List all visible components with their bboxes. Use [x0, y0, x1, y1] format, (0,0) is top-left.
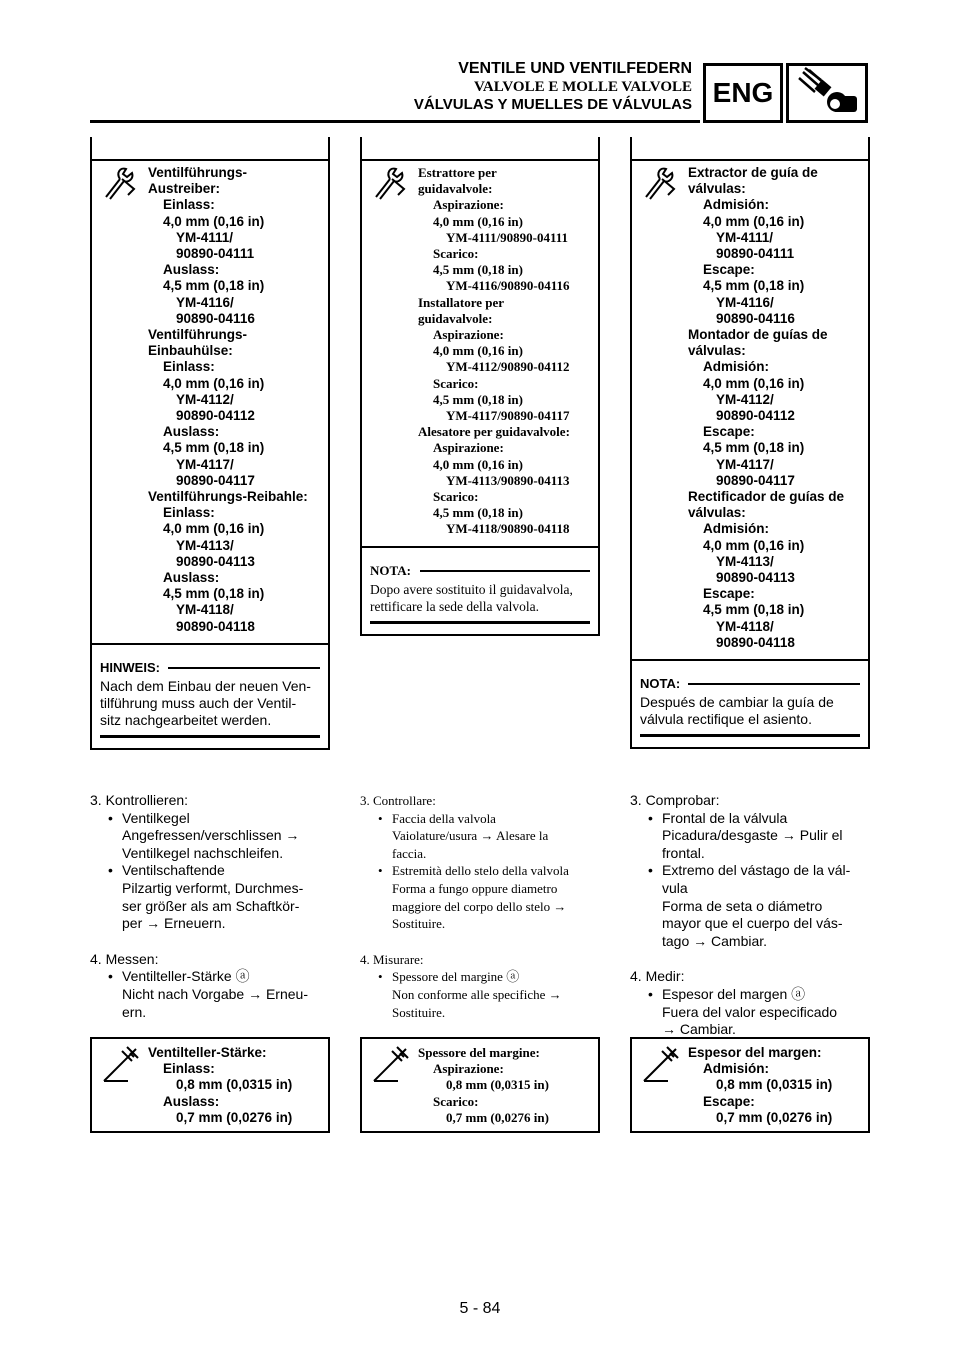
tool-spec-line: Auslass:	[163, 424, 220, 440]
tool-spec-line: Aspirazione:	[433, 327, 504, 343]
header-title-it: VALVOLE E MOLLE VALVOLE	[474, 79, 692, 95]
step-4-bullet-1	[360, 968, 600, 986]
note-text-line: Dopo avere sostituito il guidavalvola,	[370, 581, 573, 597]
step-4-title: 4. Medir:	[630, 968, 685, 985]
step-4-bullet-1	[90, 968, 330, 986]
step-3-bullet-2	[90, 862, 330, 880]
tool-spec-line: Rectificador de guías de	[688, 489, 845, 505]
tool-spec-line: 4,0 mm (0,16 in)	[703, 213, 805, 229]
tool-spec-line: YM-4117/90890-04117	[446, 408, 570, 424]
bullet-text: • Faccia della valvola	[392, 810, 496, 826]
tool-spec-line: YM-4118/	[176, 602, 234, 618]
special-tool-icon	[642, 165, 678, 201]
step-3-bullet-2-text: Sostituire.	[392, 916, 446, 932]
engine-bolt-icon	[786, 63, 868, 123]
note-it	[362, 548, 598, 634]
tool-spec-line: 4,5 mm (0,18 in)	[703, 278, 805, 294]
step-3-bullet-2-text: per → Erneuern.	[122, 915, 226, 932]
step-3-bullet-2-text: ser größer als am Schaftkör-	[122, 897, 300, 914]
step-3-bullet-1-text: faccia.	[392, 845, 427, 861]
tool-spec-line: 4,5 mm (0,18 in)	[703, 440, 805, 456]
tool-spec-line: 4,5 mm (0,18 in)	[433, 262, 523, 278]
tool-spec-line: YM-4117/	[716, 456, 774, 472]
measurement-spec-icon	[640, 1045, 680, 1085]
tool-spec-line: Auslass:	[163, 570, 220, 586]
spec-line: 0,7 mm (0,0276 in)	[176, 1109, 293, 1125]
section-tag-box	[703, 63, 783, 123]
tool-spec-line: válvulas:	[688, 505, 746, 521]
tool-spec-line: 4,0 mm (0,16 in)	[163, 521, 265, 537]
step-3-bullet-2	[360, 862, 600, 880]
spacer	[630, 950, 870, 968]
note-es	[632, 661, 868, 747]
spec-line: 0,7 mm (0,0276 in)	[716, 1109, 833, 1125]
bullet-text: • Ventilschaftende	[122, 862, 225, 879]
step-3-bullet-1-text: Angefressen/verschlissen →	[122, 827, 300, 844]
header-title-es: VÁLVULAS Y MUELLES DE VÁLVULAS	[413, 96, 692, 113]
tool-spec-line: YM-4113/	[176, 537, 234, 553]
tool-spec-line: Extractor de guía de	[688, 165, 818, 180]
tool-spec-line: Ventilführungs-Reibahle:	[148, 489, 308, 505]
step-3-bullet-2-text: Pilzartig verformt, Durchmes-	[122, 879, 304, 896]
tool-spec-line: Admisión:	[703, 521, 769, 537]
tool-spec-line: 90890-04111	[716, 246, 795, 262]
bullet-text: • Ventilteller-Stärke ⓐ	[122, 968, 250, 985]
step-3-bullet-2-text: Forma de seta o diámetro	[662, 897, 823, 914]
section-tag: ENG	[712, 77, 774, 108]
tool-spec-line: Einlass:	[163, 505, 215, 521]
note-text-line: rettificare la sede della valvola.	[370, 598, 540, 614]
tool-spec-line: 4,0 mm (0,16 in)	[433, 213, 523, 229]
tool-spec-line: 90890-04118	[716, 634, 795, 650]
tool-spec-line: 90890-04111	[176, 246, 255, 262]
tool-spec-line: Admisión:	[703, 197, 769, 213]
spec-line: 0,8 mm (0,0315 in)	[716, 1077, 833, 1093]
tool-spec-line: Scarico:	[433, 246, 479, 262]
step-3-bullet-1-text: frontal.	[662, 844, 705, 861]
tool-box-it	[360, 137, 600, 636]
tool-spec-line: YM-4116/	[176, 294, 234, 310]
tool-spec-line: Scarico:	[433, 489, 479, 505]
tool-spec-line: 90890-04116	[176, 310, 255, 326]
bullet-text: • Espesor del margen ⓐ	[662, 985, 806, 1002]
tool-spec-line: Ventilführungs-	[148, 327, 247, 343]
spec-line: 0,7 mm (0,0276 in)	[446, 1109, 549, 1125]
bullet-text: • Spessore del margine ⓐ	[392, 969, 520, 985]
tool-spec-line: YM-4113/	[716, 553, 774, 569]
tool-spec-line: Estrattore per	[418, 165, 497, 180]
spec-line: Admisión:	[703, 1061, 769, 1077]
step-3-bullet-1	[630, 810, 870, 828]
tool-spec-line: 4,0 mm (0,16 in)	[163, 213, 265, 229]
tool-spec-line: 4,0 mm (0,16 in)	[703, 537, 805, 553]
step-4-title: 4. Misurare:	[360, 951, 424, 967]
tool-spec-line: YM-4112/	[176, 391, 234, 407]
tool-spec-line: 90890-04117	[176, 472, 255, 488]
tool-spec-line: 90890-04117	[716, 472, 795, 488]
tool-spec-line: válvulas:	[688, 181, 746, 197]
tool-spec-line: Scarico:	[433, 375, 479, 391]
step-3-bullet-2	[630, 862, 870, 880]
tool-spec-line: 90890-04113	[176, 553, 255, 569]
tool-spec-line: Einbauhülse:	[148, 343, 233, 359]
section-header	[414, 60, 692, 114]
tool-spec-line: 90890-04118	[176, 618, 255, 634]
tool-spec-line: Aspirazione:	[433, 197, 504, 213]
tool-spec-line: YM-4111/90890-04111	[446, 229, 569, 245]
note-label-de: HINWEIS:	[100, 660, 164, 675]
note-text-line: Después de cambiar la guía de	[640, 694, 834, 711]
tool-spec-line: 90890-04112	[176, 408, 255, 424]
tool-spec-line: Auslass:	[163, 262, 220, 278]
tool-spec-line: YM-4111/	[716, 229, 774, 245]
step-3-bullet-1-text: Ventilkegel nachschleifen.	[122, 844, 284, 861]
tool-spec-line: Austreiber:	[148, 181, 221, 197]
special-tool-icon	[372, 165, 408, 201]
tool-spec-line: YM-4116/	[716, 294, 774, 310]
tool-spec-line: guidavalvole:	[418, 181, 493, 197]
tool-spec-line: 4,0 mm (0,16 in)	[163, 375, 265, 391]
step-3-title: 3. Controllare:	[360, 793, 436, 808]
step-4-bullet-1-text: Non conforme alle specifiche →	[392, 986, 562, 1002]
spec-line: Spessore del margine:	[418, 1045, 540, 1060]
page-number: 5 - 84	[459, 1300, 501, 1317]
tool-spec-line: Alesatore per guidavalvole:	[418, 424, 570, 440]
tool-spec-line: Einlass:	[163, 359, 215, 375]
tool-spec-line: 4,5 mm (0,18 in)	[163, 586, 265, 602]
note-label-it: NOTA:	[370, 563, 415, 579]
tool-spec-line: 4,5 mm (0,18 in)	[163, 278, 265, 294]
spacer	[90, 933, 330, 951]
measurement-spec-icon	[100, 1045, 140, 1085]
step-4-bullet-1-text: Sostituire.	[392, 1004, 446, 1020]
spec-line: Auslass:	[163, 1093, 220, 1109]
step-4-title: 4. Messen:	[90, 950, 159, 967]
note-text-line: válvula rectifique el asiento.	[640, 711, 812, 728]
spec-line: Ventilteller-Stärke:	[148, 1045, 267, 1060]
spec-line: Aspirazione:	[433, 1061, 504, 1077]
tool-spec-line: guidavalvole:	[418, 310, 493, 326]
note-label-es: NOTA:	[640, 676, 684, 691]
note-text-line: tilführung muss auch der Ventil-	[100, 694, 297, 711]
tool-spec-line: 4,0 mm (0,16 in)	[703, 375, 805, 391]
special-tool-icon	[102, 165, 138, 201]
tool-spec-line: Aspirazione:	[433, 440, 504, 456]
spec-line: Einlass:	[163, 1061, 215, 1077]
tool-spec-line: 4,0 mm (0,16 in)	[433, 456, 523, 472]
step-4-bullet-1-text: → Cambiar.	[662, 1021, 736, 1038]
steps-de	[90, 792, 330, 1021]
step-3-bullet-1	[360, 810, 600, 828]
tool-spec-line: 90890-04113	[716, 570, 795, 586]
spec-line: Espesor del margen:	[688, 1045, 822, 1060]
step-3-bullet-2-text: mayor que el cuerpo del vás-	[662, 915, 843, 932]
header-rule	[90, 120, 700, 123]
tool-spec-line: Admisión:	[703, 359, 769, 375]
tool-spec-line: 4,5 mm (0,18 in)	[433, 391, 523, 407]
bullet-text: • Extremo del vástago de la vál-	[662, 862, 851, 879]
spec-line: Scarico:	[433, 1093, 479, 1109]
tool-spec-line: Einlass:	[163, 197, 215, 213]
step-3-bullet-2-text: maggiore del corpo dello stelo →	[392, 898, 567, 914]
step-3-title: 3. Comprobar:	[630, 792, 720, 808]
bullet-text: • Estremità dello stelo della valvola	[392, 863, 569, 879]
tool-spec-line: YM-4116/90890-04116	[446, 278, 570, 294]
step-3-bullet-2-text: tago → Cambiar.	[662, 932, 768, 949]
spacer	[360, 933, 600, 951]
step-4-bullet-1-text: Nicht nach Vorgabe → Erneu-	[122, 985, 308, 1002]
tool-spec-line: YM-4118/90890-04118	[446, 521, 570, 537]
tool-spec-line: 90890-04112	[716, 408, 795, 424]
tool-spec-line: Montador de guías de	[688, 327, 828, 343]
step-3-bullet-1-text: Vaiolature/usura → Alesare la	[392, 828, 549, 844]
tool-spec-line: 4,0 mm (0,16 in)	[433, 343, 523, 359]
step-4-bullet-1-text: ern.	[122, 1003, 147, 1020]
spec-box-it	[360, 1037, 600, 1133]
note-text-line: Nach dem Einbau der neuen Ven-	[100, 677, 311, 694]
spec-line: 0,8 mm (0,0315 in)	[176, 1077, 293, 1093]
tool-spec-line: Installatore per	[418, 294, 505, 310]
tool-spec-line: 90890-04116	[716, 310, 795, 326]
step-4-bullet-1-text: Fuera del valor especificado	[662, 1003, 838, 1020]
spec-line: Escape:	[703, 1093, 755, 1109]
steps-es	[630, 792, 870, 1039]
measurement-spec-icon	[370, 1045, 410, 1085]
steps-it	[360, 792, 600, 1021]
step-3-bullet-2-text: Forma a fungo oppure diametro	[392, 880, 558, 896]
bullet-text: • Frontal de la válvula	[662, 809, 788, 826]
tool-spec-line: YM-4112/90890-04112	[446, 359, 570, 375]
tool-spec-line: YM-4112/	[716, 391, 774, 407]
note-text-line: sitz nachgearbeitet werden.	[100, 711, 272, 728]
tool-spec-line: YM-4111/	[176, 229, 234, 245]
step-3-bullet-2-text: vula	[662, 879, 688, 896]
spec-box-de	[90, 1037, 330, 1133]
tool-spec-line: YM-4118/	[716, 618, 774, 634]
note-de	[92, 645, 328, 748]
tool-spec-line: 4,5 mm (0,18 in)	[703, 602, 805, 618]
tool-spec-line: 4,5 mm (0,18 in)	[433, 505, 523, 521]
step-4-bullet-1	[630, 986, 870, 1004]
step-3-title: 3. Kontrollieren:	[90, 792, 189, 808]
tool-spec-line: 4,5 mm (0,18 in)	[163, 440, 265, 456]
bullet-text: • Ventilkegel	[122, 809, 190, 826]
tool-box-de	[90, 137, 330, 750]
spec-box-es	[630, 1037, 870, 1133]
tool-spec-line: Escape:	[703, 262, 755, 278]
header-title-de: VENTILE UND VENTILFEDERN	[458, 60, 692, 77]
step-3-bullet-1-text: Picadura/desgaste → Pulir el	[662, 827, 843, 844]
step-3-bullet-1	[90, 810, 330, 828]
tool-spec-line: Escape:	[703, 586, 755, 602]
tool-spec-line: válvulas:	[688, 343, 746, 359]
tool-spec-line: Escape:	[703, 424, 755, 440]
spec-line: 0,8 mm (0,0315 in)	[446, 1077, 549, 1093]
tool-box-es	[630, 137, 870, 749]
tool-spec-line: YM-4117/	[176, 456, 234, 472]
tool-spec-line: YM-4113/90890-04113	[446, 472, 570, 488]
tool-spec-line: Ventilführungs-	[148, 165, 247, 180]
